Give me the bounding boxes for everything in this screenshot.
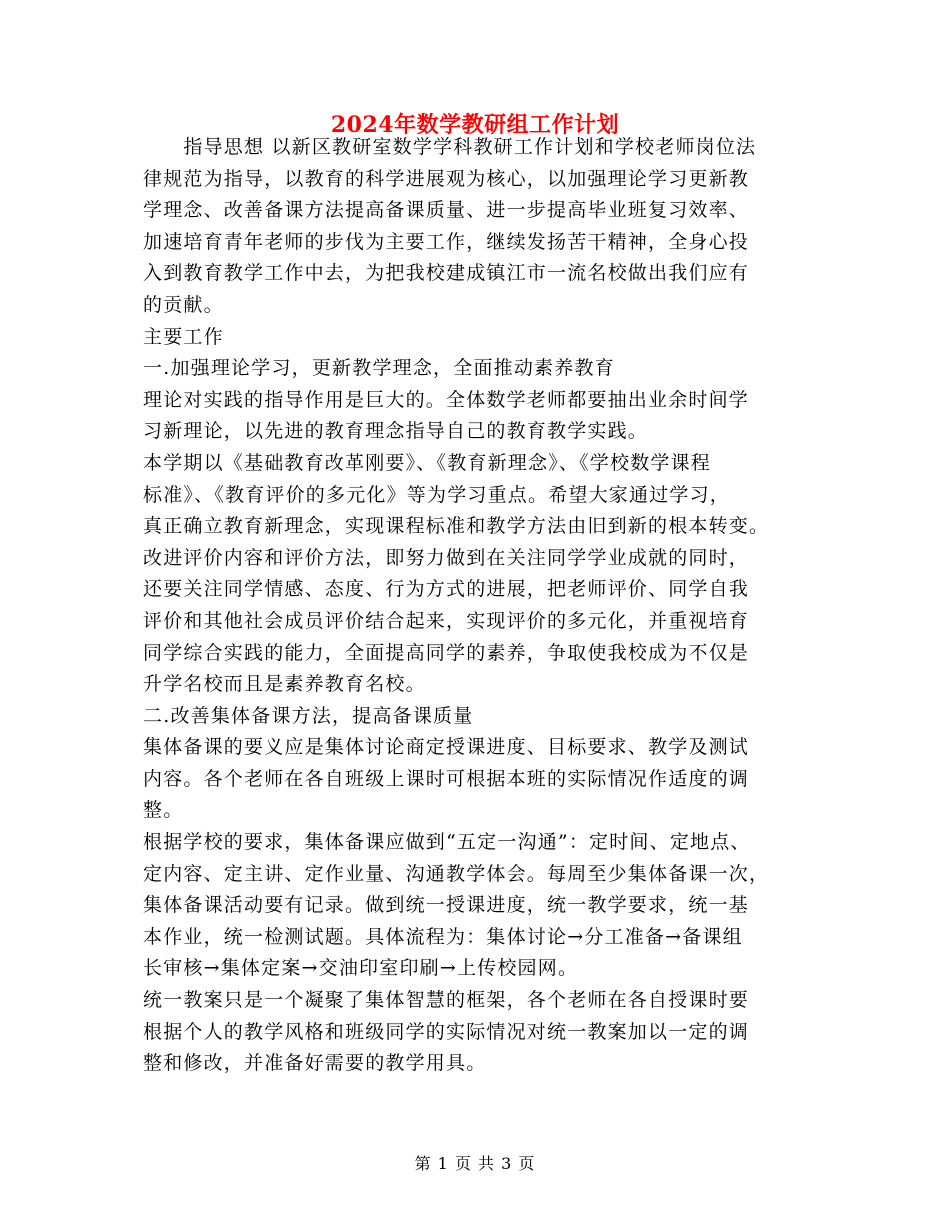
body-line: 习新理论，以先进的教育理念指导自己的教育教学实践。 xyxy=(143,420,649,443)
body-line: 加速培育青年老师的步伐为主要工作，继续发扬苦干精神，全身心投 xyxy=(143,230,750,253)
body-line: 本作业，统一检测试题。具体流程为：集体讨论→分工准备→备课组 xyxy=(143,925,743,948)
body-line: 定内容、定主讲、定作业量、沟通教学体会。每周至少集体备课一次， xyxy=(143,862,770,885)
page-number-footer: 第 1 页 共 3 页 xyxy=(414,1154,536,1173)
body-line: 真正确立教育新理念，实现课程标准和教学方法由旧到新的根本转变。 xyxy=(143,515,770,538)
body-line: 升学名校而且是素养教育名校。 xyxy=(143,673,426,696)
body-line: 整。 xyxy=(143,799,184,822)
body-line: 理论对实践的指导作用是巨大的。全体数学老师都要抽出业余时间学 xyxy=(143,388,750,411)
body-line: 同学综合实践的能力，全面提高同学的素养，争取使我校成为不仅是 xyxy=(143,641,750,664)
body-line: 长审核→集体定案→交油印室印刷→上传校园网。 xyxy=(143,957,579,980)
body-line: 根据学校的要求，集体备课应做到“五定一沟通”：定时间、定地点、 xyxy=(143,831,751,854)
document-body xyxy=(143,132,813,1080)
body-line: 律规范为指导，以教育的科学进展观为核心，以加强理论学习更新教 xyxy=(143,167,750,190)
body-line: 改进评价内容和评价方法，即努力做到在关注同学学业成就的同时， xyxy=(143,546,750,569)
body-line: 评价和其他社会成员评价结合起来，实现评价的多元化，并重视培育 xyxy=(143,609,750,632)
section-heading: 一.加强理论学习，更新教学理念，全面推动素养教育 xyxy=(143,357,615,380)
body-line: 集体备课活动要有记录。做到统一授课进度，统一教学要求，统一基 xyxy=(143,894,750,917)
body-line: 学理念、改善备课方法提高备课质量、进一步提高毕业班复习效率、 xyxy=(143,199,750,222)
body-line: 集体备课的要义应是集体讨论商定授课进度、目标要求、教学及测试 xyxy=(143,736,750,759)
body-line: 指导思想 以新区教研室数学学科教研工作计划和学校老师岗位法 xyxy=(143,136,757,158)
section-heading: 二.改善集体备课方法，提高备课质量 xyxy=(143,704,474,727)
body-line: 根据个人的教学风格和班级同学的实际情况对统一教案加以一定的调 xyxy=(143,1020,750,1043)
body-line: 整和修改，并准备好需要的教学用具。 xyxy=(143,1052,487,1075)
body-line: 标准》、《教育评价的多元化》等为学习重点。希望大家通过学习， xyxy=(143,483,731,506)
body-line: 还要关注同学情感、态度、行为方式的进展，把老师评价、同学自我 xyxy=(143,578,750,601)
body-line: 的贡献。 xyxy=(143,293,224,316)
body-line: 入到教育教学工作中去，为把我校建成镇江市一流名校做出我们应有 xyxy=(143,262,750,285)
body-line: 本学期以《基础教育改革刚要》、《教育新理念》、《学校数学课程 xyxy=(143,451,712,474)
section-heading: 主要工作 xyxy=(143,325,224,348)
body-line: 内容。各个老师在各自班级上课时可根据本班的实际情况作适度的调 xyxy=(143,767,750,790)
document-title: 2024年数学教研组工作计划 xyxy=(330,112,620,138)
body-line: 统一教案只是一个凝聚了集体智慧的框架，各个老师在各自授课时要 xyxy=(143,989,750,1012)
